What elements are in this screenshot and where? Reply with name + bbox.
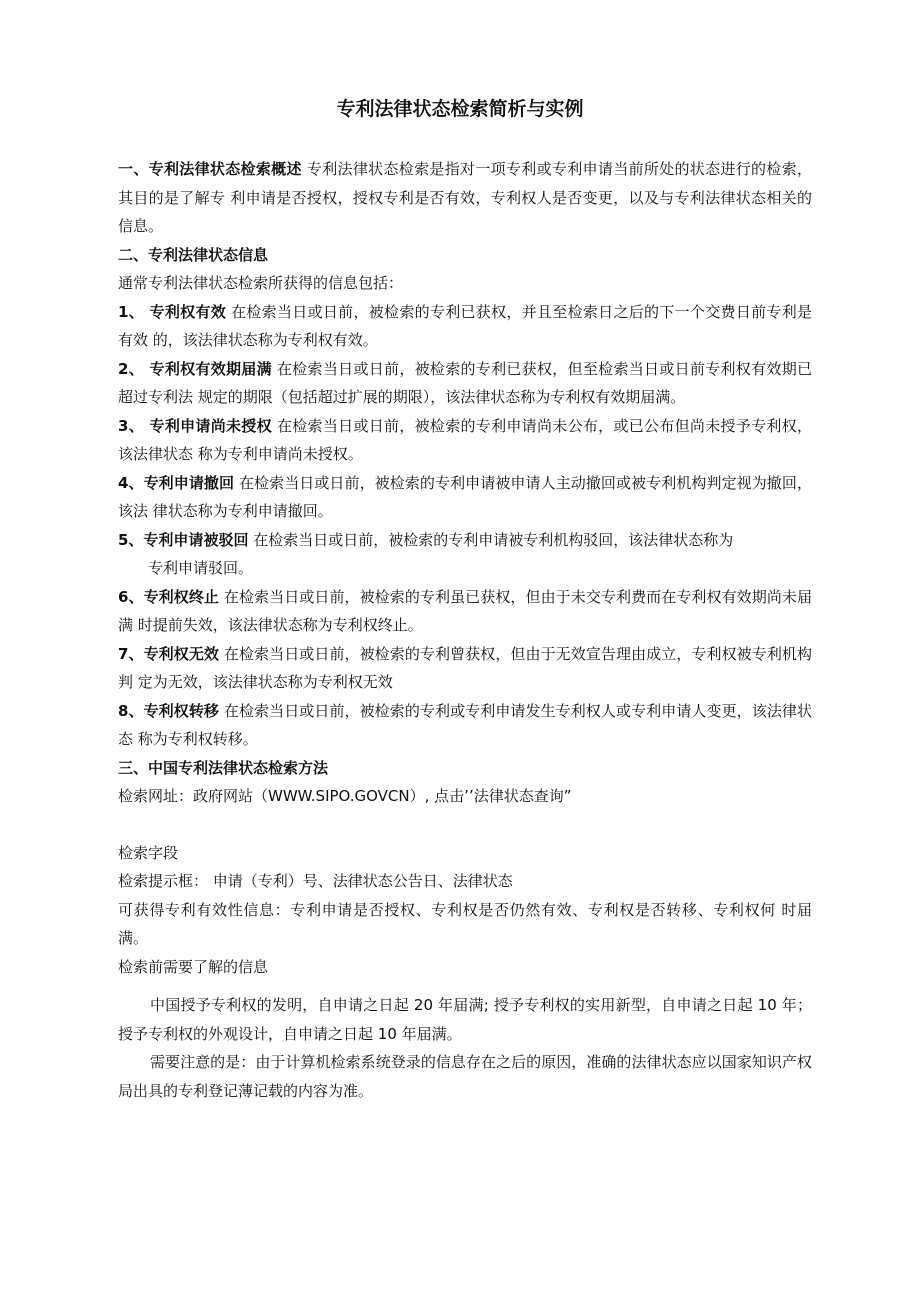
status-item-heading: 8、专利权转移: [118, 701, 220, 720]
status-item-heading: 3、 专利申请尚未授权: [118, 416, 272, 435]
status-item-heading: 7、专利权无效: [118, 644, 220, 663]
status-item: [118, 355, 812, 412]
status-item-text: 在检索当日或日前，被检索的专利虽已获权，但由于未交专利费而在专利权有效期尚未届满 时提前失效，该法律状态称为专利权终止。: [118, 587, 812, 634]
section-1: [118, 155, 812, 241]
status-item-text: 在检索当日或日前，被检索的专利申请被专利机构驳回，该法律状态称为: [248, 530, 734, 549]
status-item-text: 在检索当日或日前，被检索的专利申请被申请人主动撤回或被专利机构判定视为撤回，该法 律状态称为专利申请撤回。: [118, 473, 812, 520]
status-item-continuation: 专利申请驳回。: [148, 559, 254, 577]
status-item-text: 在检索当日或日前，被检索的专利曾获权，但由于无效宣告理由成立，专利权被专利机构判 定为无效，该法律状态称为专利权无效: [118, 644, 812, 691]
pre-search-info-label: 检索前需要了解的信息: [118, 957, 269, 976]
validity-info-line: 可获得专利有效性信息：专利申请是否授权、专利权是否仍然有效、专利权是否转移、专利权何 时届满。: [118, 900, 812, 947]
status-item-heading: 1、 专利权有效: [118, 302, 227, 321]
status-item: [118, 640, 812, 697]
search-fields-label: 检索字段: [118, 843, 179, 862]
status-item-text: 在检索当日或日前，被检索的专利申请尚未公布，或已公布但尚未授予专利权，该法律状态 称为专利申请尚未授权。: [118, 416, 812, 463]
term-paragraph: 中国授予专利权的发明，自申请之日起 20 年届满; 授予专利权的实用新型，自申请之日起 10 年；授予专利权的外观设计，自申请之日起 10 年届满。: [118, 996, 812, 1043]
status-item: [118, 583, 812, 640]
section-3-heading: 三、中国专利法律状态检索方法: [118, 758, 329, 777]
status-item-heading: 4、专利申请撤回: [118, 473, 235, 492]
status-item: [118, 469, 812, 526]
section-2-intro: 通常专利法律状态检索所获得的信息包括：: [118, 274, 404, 292]
status-item-heading: 6、专利权终止: [118, 587, 220, 606]
spacer: [118, 811, 812, 839]
document-body: [118, 155, 812, 1105]
note-paragraph: 需要注意的是：由于计算机检索系统登录的信息存在之后的原因，准确的法律状态应以国家知识产权局出具的专利登记薄记载的内容为准。: [118, 1053, 812, 1100]
status-item-heading: 2、 专利权有效期届满: [118, 359, 272, 378]
status-item: [118, 412, 812, 469]
status-item-heading: 5、专利申请被驳回: [118, 530, 249, 549]
section-1-text: 专利法律状态检索是指对一项专利或专利申请当前所处的状态进行的检索，其目的是了解专 利申请是否授权，授权专利是否有效，专利权人是否变更，以及与专利法律状态相关的信息。: [118, 160, 812, 235]
section-1-heading: 一、专利法律状态检索概述: [118, 160, 302, 178]
search-prompt-line: 检索提示框： 申请（专利）号、法律状态公告日、法律状态: [118, 872, 513, 890]
status-item-text: 在检索当日或日前，被检索的专利已获权，但至检索当日或日前专利权有效期已超过专利法 规定的期限（包括超过扩展的期限），该法律状态称为专利权有效期届满。: [118, 359, 812, 406]
status-item: [118, 526, 812, 555]
status-item: [118, 298, 812, 355]
status-item-text: 在检索当日或日前，被检索的专利或专利申请发生专利权人或专利申请人变更，该法律状态 称为专利权转移。: [118, 701, 812, 748]
document-title: 专利法律状态检索简析与实例: [336, 98, 584, 120]
search-url-line: 检索网址：政府网站（WWW.SIPO.GOVCN）, 点击’’法律状态查询”: [118, 787, 572, 805]
status-item-text: 在检索当日或日前，被检索的专利已获权，并且至检索日之后的下一个交费日前专利是有效 的，该法律状态称为专利权有效。: [118, 302, 812, 349]
status-item: [118, 697, 812, 754]
section-2-heading: 二、专利法律状态信息: [118, 245, 269, 264]
